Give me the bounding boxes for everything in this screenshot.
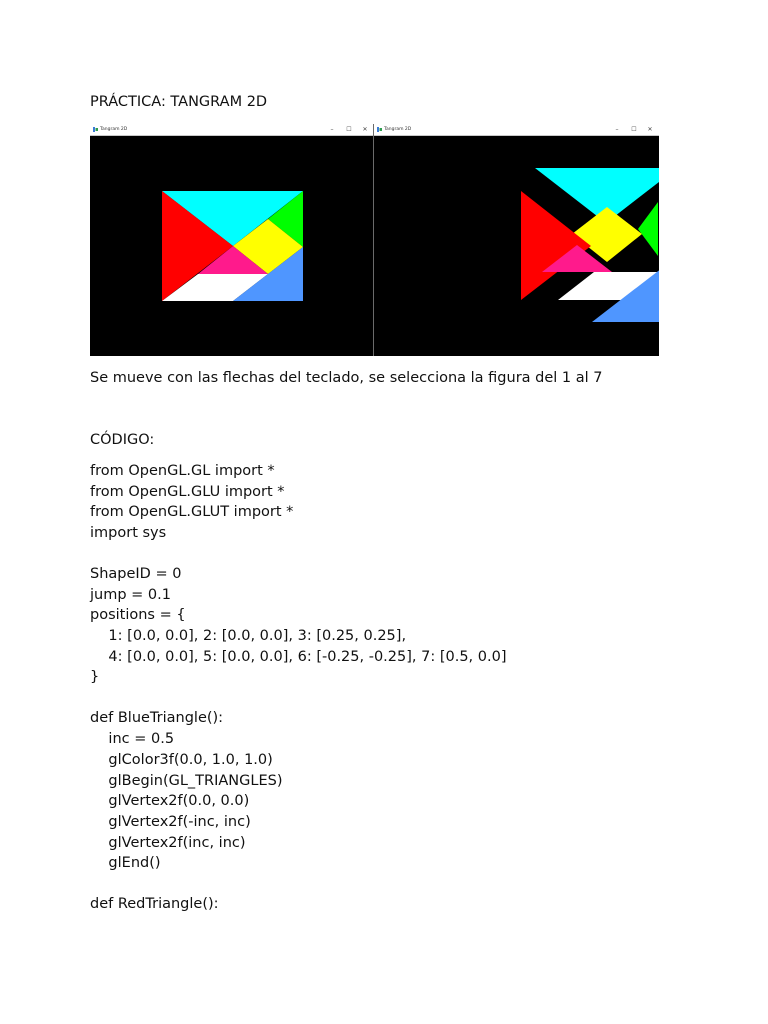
- window-title: Tangram 2D: [384, 127, 412, 132]
- close-button[interactable]: ✕: [362, 126, 368, 133]
- tangram-canvas-assembled: [90, 136, 373, 356]
- code-line: glVertex2f(0.0, 0.0): [90, 793, 250, 810]
- tangram-window-assembled: [90, 124, 374, 356]
- green-triangle: [638, 202, 658, 256]
- code-line: from OpenGL.GL import *: [90, 463, 275, 479]
- tangram-window-separated: [374, 124, 659, 356]
- code-line: inc = 0.5: [90, 731, 175, 748]
- minimize-button[interactable]: –: [330, 126, 334, 133]
- code-line: }: [90, 669, 100, 686]
- code-line: import sys: [90, 525, 167, 542]
- code-line: glBegin(GL_TRIANGLES): [90, 772, 283, 789]
- window-titlebar: [374, 124, 659, 136]
- document-title: PRÁCTICA: TANGRAM 2D: [90, 94, 268, 110]
- code-line: def RedTriangle():: [90, 896, 219, 913]
- code-line: def BlueTriangle():: [90, 710, 224, 727]
- code-line: glColor3f(0.0, 1.0, 1.0): [90, 751, 273, 768]
- code-line: glVertex2f(inc, inc): [90, 834, 246, 851]
- tangram-canvas-separated: [374, 136, 659, 356]
- window-titlebar: [90, 124, 373, 136]
- code-line: ShapeID = 0: [90, 566, 182, 583]
- app-icon: [93, 127, 98, 132]
- code-line: 4: [0.0, 0.0], 5: [0.0, 0.0], 6: [-0.25, -0.25], 7: [0.5, 0.0]: [90, 648, 507, 665]
- code-line: positions = {: [90, 607, 186, 624]
- maximize-button[interactable]: ☐: [631, 126, 637, 133]
- minimize-button[interactable]: –: [615, 126, 619, 133]
- code-line: from OpenGL.GLUT import *: [90, 504, 294, 521]
- code-line: 1: [0.0, 0.0], 2: [0.0, 0.0], 3: [0.25, 0.25],: [90, 628, 407, 645]
- screenshot-pair: [90, 124, 659, 356]
- code-line: jump = 0.1: [90, 586, 171, 603]
- instructions-caption: Se mueve con las flechas del teclado, se selecciona la figura del 1 al 7: [90, 370, 603, 386]
- code-line: from OpenGL.GLU import *: [90, 483, 285, 500]
- code-listing: [90, 461, 507, 915]
- close-button[interactable]: ✕: [647, 126, 653, 133]
- code-heading: CÓDIGO:: [90, 432, 155, 448]
- window-title: Tangram 2D: [100, 127, 128, 132]
- app-icon: [377, 127, 382, 132]
- code-line: glVertex2f(-inc, inc): [90, 813, 251, 830]
- maximize-button[interactable]: ☐: [346, 126, 352, 133]
- code-line: glEnd(): [90, 855, 161, 872]
